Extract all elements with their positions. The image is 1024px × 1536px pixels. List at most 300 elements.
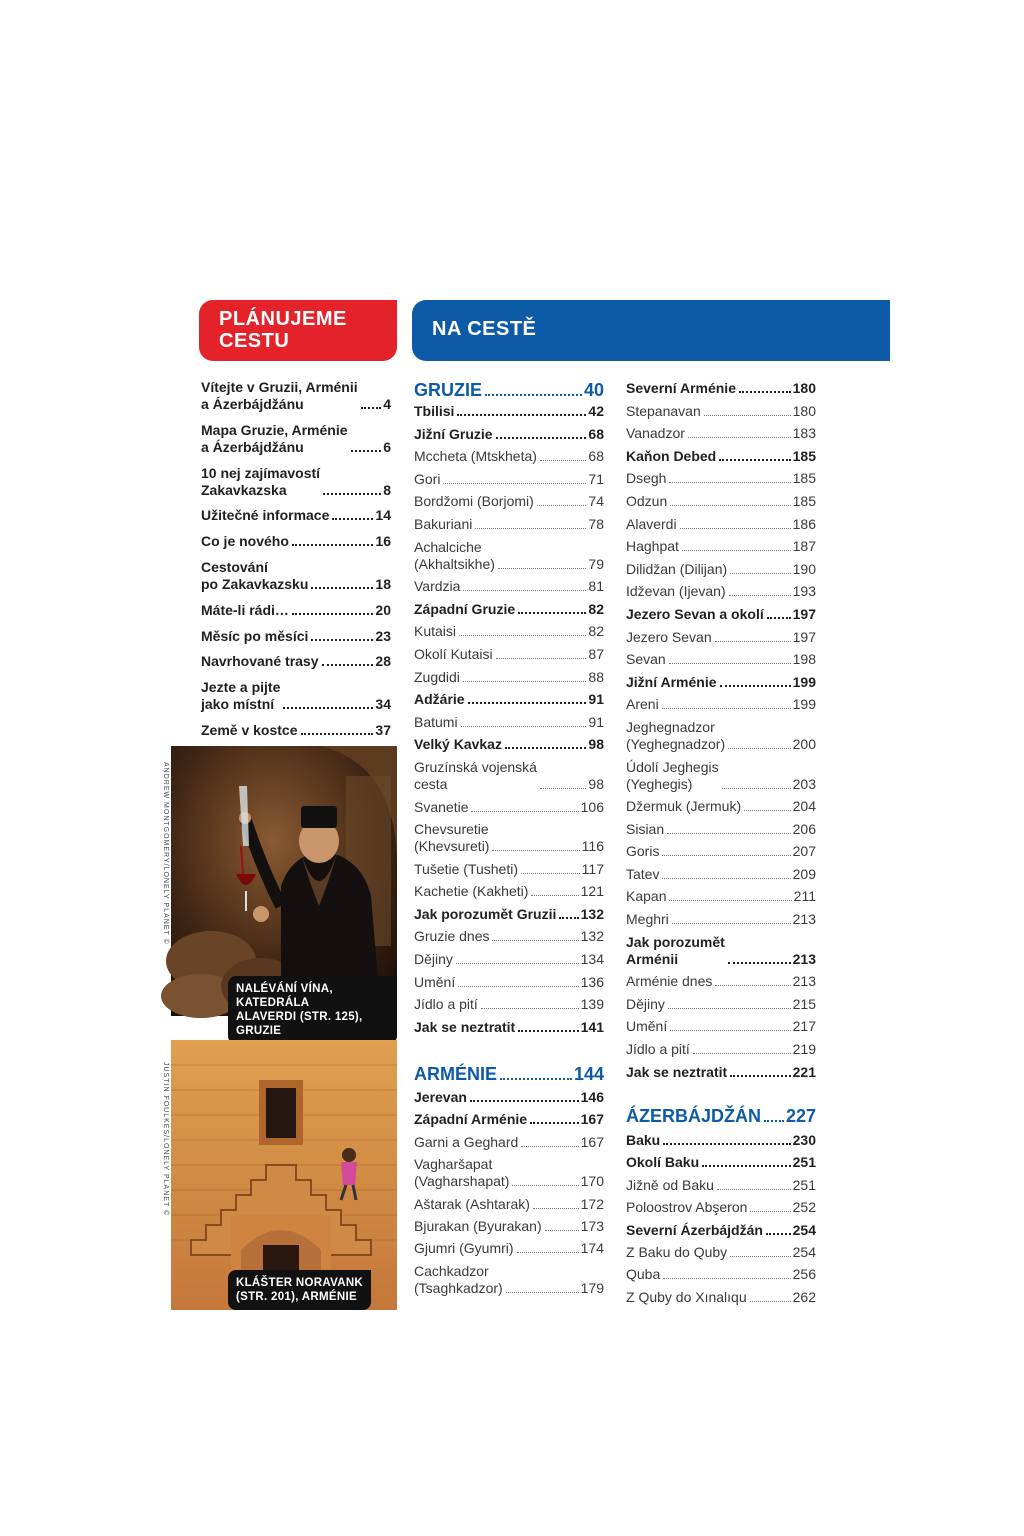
toc-entry-page: 173 [580, 1217, 604, 1234]
toc-entry-page: 82 [588, 623, 604, 640]
dot-leader [496, 658, 587, 659]
dot-leader [463, 590, 586, 591]
dot-leader [512, 1185, 578, 1186]
toc-entry-title: Bordžomi (Borjomi) [414, 493, 534, 510]
toc-entry-title: Aštarak (Ashtarak) [414, 1195, 530, 1212]
toc-entry-title: Jak porozumět Arménii [626, 933, 725, 967]
toc-entry-title: Kapan [626, 888, 667, 905]
toc-entry-title: Jídlo a pití [414, 996, 478, 1013]
toc-entry-page: 106 [580, 798, 604, 815]
toc-entry-page: 217 [792, 1018, 816, 1035]
toc-entry[interactable] [414, 951, 604, 968]
dot-leader [540, 788, 586, 789]
toc-entry-title: Jezte a pijte jako místní [201, 679, 281, 713]
toc-entry[interactable] [414, 799, 604, 816]
toc-entry[interactable] [201, 422, 391, 456]
toc-entry-title: Areni [626, 696, 659, 713]
toc-entry-title: Vardzia [414, 578, 461, 595]
toc-entry-title: Gori [414, 470, 441, 487]
dot-leader [322, 664, 374, 666]
toc-entry-title: Velký Kavkaz [414, 736, 502, 753]
toc-entry-title: Jižní Arménie [626, 673, 717, 690]
toc-entry-page: 28 [375, 653, 391, 670]
dot-leader [537, 505, 587, 506]
toc-entry-title: Jerevan [414, 1089, 467, 1105]
toc-entry[interactable] [626, 1041, 816, 1058]
dot-leader [767, 617, 791, 619]
toc-entry[interactable] [626, 1106, 816, 1126]
toc-entry-page: 167 [580, 1133, 604, 1150]
toc-entry-page: 139 [580, 996, 604, 1013]
toc-entry[interactable] [201, 533, 391, 550]
dot-leader [361, 407, 382, 409]
toc-entry-page: 185 [792, 492, 816, 509]
toc-entry-title: Gjumri (Gyumri) [414, 1240, 514, 1257]
toc-entry[interactable] [414, 1240, 604, 1257]
dot-leader [545, 1230, 579, 1231]
dot-leader [506, 1292, 579, 1293]
toc-entry-title: Achalciche (Akhaltsikhe) [414, 538, 495, 572]
dot-leader [669, 482, 790, 483]
toc-entry[interactable] [414, 578, 604, 595]
toc-entry[interactable] [201, 722, 391, 739]
toc-entry[interactable] [201, 628, 391, 645]
toc-entry-page: 219 [792, 1041, 816, 1058]
toc-entry-page: 117 [581, 860, 604, 877]
toc-entry-title: Užitečné informace [201, 507, 330, 524]
toc-entry-title: Jeghegnadzor (Yeghegnadzor) [626, 718, 726, 752]
dot-leader [750, 1301, 791, 1302]
toc-entry-page: 213 [792, 911, 816, 928]
toc-entry-page: 87 [588, 645, 604, 662]
toc-entry[interactable] [626, 561, 816, 578]
toc-entry-title: Haghpat [626, 538, 679, 555]
toc-entry[interactable] [626, 888, 816, 905]
toc-entry-page: 215 [792, 995, 816, 1012]
toc-entry-page: 74 [588, 493, 604, 510]
toc-entry[interactable] [414, 669, 604, 686]
toc-entry-title: Cachkadzor (Tsaghkadzor) [414, 1262, 503, 1296]
toc-entry[interactable] [626, 719, 816, 753]
toc-entry-page: 42 [588, 403, 604, 419]
toc-entry-page: 179 [580, 1279, 604, 1296]
toc-entry[interactable] [201, 653, 391, 670]
toc-entry-page: 18 [375, 575, 391, 592]
planning-toc [201, 379, 391, 748]
dot-leader [704, 415, 791, 416]
dot-leader [311, 587, 373, 589]
toc-entry-page: 204 [792, 798, 816, 815]
azerbaijan-toc [626, 1106, 816, 1311]
planning-header [199, 300, 397, 361]
toc-entry-page: 174 [580, 1240, 604, 1257]
toc-entry[interactable] [201, 679, 391, 713]
toc-entry-title: Poloostrov Abşeron [626, 1199, 748, 1216]
toc-entry[interactable] [414, 1134, 604, 1151]
toc-entry-page: 81 [588, 578, 604, 595]
dot-leader [517, 1252, 579, 1253]
toc-entry-title: Bakuriani [414, 515, 473, 532]
dot-leader [443, 483, 586, 484]
dot-leader [292, 613, 374, 615]
wine-photo-credit: ANDREW MONTGOMERY/LONELY PLANET © [162, 762, 169, 945]
toc-entry-page: 136 [580, 973, 604, 990]
toc-entry-page: 193 [792, 583, 816, 600]
toc-entry[interactable] [414, 380, 604, 400]
toc-entry-page: 254 [792, 1221, 816, 1238]
toc-entry[interactable] [626, 934, 816, 968]
toc-entry-title: Kachetie (Kakheti) [414, 883, 529, 900]
toc-entry-page: 134 [580, 951, 604, 968]
toc-entry[interactable] [414, 601, 604, 618]
toc-entry[interactable] [626, 1199, 816, 1216]
toc-entry[interactable] [414, 493, 604, 510]
toc-entry[interactable] [414, 623, 604, 640]
dot-leader [715, 985, 790, 986]
toc-entry[interactable] [626, 798, 816, 815]
toc-entry[interactable] [626, 1266, 816, 1283]
toc-entry-page: 68 [588, 425, 604, 442]
toc-entry-page: 251 [792, 1176, 816, 1193]
dot-leader [492, 940, 578, 941]
toc-entry[interactable] [626, 996, 816, 1013]
dot-leader [669, 900, 791, 901]
toc-entry-title: Meghri [626, 911, 669, 928]
toc-entry-title: Navrhované trasy [201, 653, 319, 670]
toc-entry-page: 207 [792, 843, 816, 860]
dot-leader [457, 414, 586, 416]
toc-entry-page: 185 [792, 470, 816, 487]
toc-entry-page: 34 [375, 696, 391, 713]
toc-entry[interactable] [626, 1132, 816, 1149]
toc-entry-title: Zugdidi [414, 668, 460, 685]
toc-entry[interactable] [626, 973, 816, 990]
toc-entry-title: Odzun [626, 492, 668, 509]
toc-entry[interactable] [414, 516, 604, 533]
toc-entry[interactable] [626, 1018, 816, 1035]
toc-entry-page: 183 [792, 425, 816, 442]
toc-entry-title: Jezero Sevan [626, 628, 712, 645]
monastery-photo-caption: KLÁŠTER NORAVANK (STR. 201), ARMÉNIE [228, 1270, 371, 1310]
toc-entry[interactable] [414, 974, 604, 991]
toc-entry-page: 141 [580, 1018, 604, 1035]
toc-entry[interactable] [414, 1196, 604, 1213]
toc-entry-page: 230 [792, 1132, 816, 1148]
dot-leader [521, 873, 580, 874]
toc-entry[interactable] [626, 651, 816, 668]
dot-leader [530, 1122, 579, 1124]
toc-entry-page: 88 [588, 668, 604, 685]
toc-entry[interactable] [626, 470, 816, 487]
toc-entry[interactable] [414, 1064, 604, 1084]
toc-entry[interactable] [414, 471, 604, 488]
toc-entry-page: 98 [588, 775, 604, 792]
toc-entry[interactable] [414, 996, 604, 1013]
toc-entry[interactable] [414, 1089, 604, 1106]
toc-entry[interactable] [414, 646, 604, 663]
toc-entry[interactable] [414, 539, 604, 573]
toc-entry-page: 6 [383, 438, 391, 455]
dot-leader [668, 1008, 791, 1009]
toc-entry-title: GRUZIE [414, 380, 483, 400]
toc-entry-page: 199 [792, 696, 816, 713]
toc-entry-page: 180 [792, 380, 816, 396]
monastery-photo-credit: JUSTIN FOULKES/LONELY PLANET © [162, 1062, 169, 1217]
toc-entry-title: Západní Gruzie [414, 600, 516, 617]
dot-leader [518, 1030, 578, 1032]
toc-entry[interactable] [414, 714, 604, 731]
toc-entry-title: Alaverdi [626, 515, 677, 532]
dot-leader [662, 708, 791, 709]
toc-entry-page: 167 [580, 1111, 604, 1128]
toc-entry-title: Sevan [626, 651, 666, 668]
toc-entry-page: 190 [792, 560, 816, 577]
dot-leader [323, 493, 381, 495]
toc-entry-page: 20 [375, 601, 391, 618]
toc-entry[interactable] [626, 583, 816, 600]
toc-entry-page: 121 [580, 883, 604, 900]
toc-entry[interactable] [201, 602, 391, 619]
toc-entry-page: 209 [792, 865, 816, 882]
toc-entry-page: 206 [792, 820, 816, 837]
toc-entry[interactable] [201, 507, 391, 524]
toc-entry[interactable] [626, 674, 816, 691]
toc-entry-title: Jak se neztratit [626, 1063, 728, 1080]
dot-leader [693, 1053, 791, 1054]
toc-entry-title: Dilidžan (Dilijan) [626, 560, 728, 577]
toc-entry[interactable] [626, 538, 816, 555]
dot-leader [729, 595, 791, 596]
toc-entry[interactable] [414, 448, 604, 465]
dot-leader [459, 635, 586, 636]
toc-entry-title: Okolí Baku [626, 1154, 700, 1171]
dot-leader [492, 850, 579, 851]
toc-entry[interactable] [414, 403, 604, 420]
dot-leader [730, 1075, 790, 1077]
dot-leader [531, 895, 578, 896]
toc-entry-title: Země v kostce [201, 721, 298, 738]
toc-entry-page: 213 [792, 973, 816, 990]
toc-entry[interactable] [414, 426, 604, 443]
toc-entry[interactable] [414, 883, 604, 900]
toc-entry-page: 254 [792, 1243, 816, 1260]
toc-entry-page: 132 [580, 905, 604, 922]
toc-entry-page: 40 [583, 380, 604, 400]
toc-entry-title: Chevsuretie (Khevsureti) [414, 821, 490, 855]
toc-entry-page: 91 [588, 691, 604, 708]
toc-entry[interactable] [414, 906, 604, 923]
toc-entry-title: Tušetie (Tusheti) [414, 860, 518, 877]
toc-entry-page: 186 [792, 515, 816, 532]
toc-entry-page: 144 [573, 1064, 604, 1084]
georgia-toc [414, 380, 604, 1041]
toc-entry-title: Jižní Gruzie [414, 425, 493, 442]
dot-leader [663, 1143, 790, 1145]
toc-entry[interactable] [626, 1154, 816, 1171]
toc-entry-title: Stepanavan [626, 402, 701, 419]
toc-entry-page: 82 [588, 600, 604, 617]
toc-entry-title: ÁZERBÁJDŽÁN [626, 1106, 761, 1126]
toc-entry[interactable] [414, 1218, 604, 1235]
toc-entry[interactable] [626, 821, 816, 838]
dot-leader [533, 1208, 579, 1209]
dot-leader [702, 1165, 791, 1167]
toc-entry[interactable] [626, 1222, 816, 1239]
toc-entry-title: Jídlo a pití [626, 1041, 690, 1058]
dot-leader [351, 450, 382, 452]
toc-entry[interactable] [626, 911, 816, 928]
toc-entry[interactable] [626, 843, 816, 860]
toc-entry[interactable] [626, 380, 816, 397]
dot-leader [498, 568, 587, 569]
toc-entry-title: Severní Ázerbájdžán [626, 1221, 763, 1238]
toc-entry[interactable] [626, 1177, 816, 1194]
toc-entry-title: Sisian [626, 820, 665, 837]
toc-entry[interactable] [414, 821, 604, 855]
toc-entry[interactable] [414, 691, 604, 708]
toc-entry-title: Jezero Sevan a okolí [626, 605, 764, 622]
toc-entry[interactable] [626, 696, 816, 713]
toc-entry-title: Měsíc po měsíci [201, 627, 309, 644]
toc-entry-page: 213 [792, 950, 816, 967]
armenia-toc-continued [626, 380, 816, 1086]
toc-entry-page: 211 [793, 888, 816, 905]
toc-entry[interactable] [414, 1111, 604, 1128]
toc-entry[interactable] [414, 928, 604, 945]
toc-entry-title: Tbilisi [414, 403, 455, 419]
toc-entry-page: 180 [792, 402, 816, 419]
toc-entry-title: Svanetie [414, 798, 469, 815]
dot-leader [540, 460, 586, 461]
toc-entry-title: Baku [626, 1132, 661, 1148]
toc-entry[interactable] [626, 759, 816, 793]
toc-entry[interactable] [414, 736, 604, 753]
toc-entry-page: 262 [792, 1288, 816, 1305]
toc-entry-page: 79 [588, 555, 604, 572]
armenia-toc [414, 1064, 604, 1302]
toc-entry[interactable] [414, 1263, 604, 1297]
dot-leader [750, 1211, 790, 1212]
toc-entry-page: 172 [580, 1195, 604, 1212]
toc-entry-title: Dsegh [626, 470, 667, 487]
toc-entry[interactable] [626, 448, 816, 465]
dot-leader [766, 1233, 791, 1235]
dot-leader [311, 639, 373, 641]
toc-entry[interactable] [626, 1244, 816, 1261]
dot-leader [456, 963, 579, 964]
on-the-road-header-title: NA CESTĚ [432, 318, 537, 340]
dot-leader [728, 962, 791, 964]
toc-entry-page: 146 [580, 1089, 604, 1105]
dot-leader [670, 505, 790, 506]
toc-entry-page: 200 [792, 735, 816, 752]
toc-entry-title: Co je nového [201, 533, 289, 550]
toc-entry[interactable] [201, 379, 391, 413]
toc-entry-page: 4 [383, 396, 391, 412]
dot-leader [730, 1256, 790, 1257]
toc-entry-title: Máte-li rádi… [201, 601, 289, 618]
toc-entry-title: Dějiny [414, 951, 453, 968]
toc-entry-page: 198 [792, 651, 816, 668]
toc-entry-title: Jak porozumět Gruzii [414, 905, 557, 922]
dot-leader [720, 685, 791, 687]
toc-entry-page: 78 [588, 515, 604, 532]
toc-entry-page: 197 [792, 605, 816, 622]
toc-entry[interactable] [414, 861, 604, 878]
dot-leader [722, 788, 791, 789]
toc-entry[interactable] [201, 559, 391, 593]
toc-entry-page: 252 [792, 1199, 816, 1216]
toc-entry-page: 116 [581, 838, 604, 855]
toc-entry-page: 170 [580, 1173, 604, 1190]
toc-entry-page: 37 [375, 721, 391, 738]
dot-leader [468, 702, 587, 704]
toc-entry-page: 132 [580, 928, 604, 945]
toc-entry[interactable] [626, 516, 816, 533]
toc-entry-page: 14 [375, 507, 391, 524]
toc-entry-title: Údolí Jeghegis (Yeghegis) [626, 758, 719, 792]
toc-entry-title: Batumi [414, 713, 458, 730]
noravank-monastery-photo [171, 1040, 397, 1310]
dot-leader [518, 612, 586, 614]
dot-leader [764, 1120, 784, 1122]
toc-entry[interactable] [626, 493, 816, 510]
toc-entry[interactable] [626, 425, 816, 442]
toc-entry-page: 221 [792, 1063, 816, 1080]
dot-leader [475, 528, 586, 529]
toc-entry-page: 227 [785, 1106, 816, 1126]
toc-entry-title: Okolí Kutaisi [414, 645, 493, 662]
dot-leader [667, 833, 791, 834]
wine-pouring-photo [171, 746, 397, 1037]
on-the-road-header [412, 300, 890, 361]
toc-entry[interactable] [201, 465, 391, 499]
toc-entry-page: 197 [792, 628, 816, 645]
dot-leader [680, 528, 791, 529]
toc-entry[interactable] [626, 606, 816, 623]
toc-entry[interactable] [414, 1019, 604, 1036]
toc-entry-title: Vanadzor [626, 425, 685, 442]
toc-entry[interactable] [414, 759, 604, 793]
dot-leader [485, 394, 582, 396]
toc-entry-title: Jižně od Baku [626, 1176, 714, 1193]
toc-entry-page: 203 [792, 775, 816, 792]
toc-entry-title: Adžárie [414, 691, 465, 708]
toc-entry-page: 98 [588, 736, 604, 753]
toc-entry[interactable] [626, 1289, 816, 1306]
toc-entry-page: 8 [383, 481, 391, 498]
toc-entry-title: Vítejte v Gruzii, Arménii a Ázerbájdžánu [201, 379, 358, 412]
dot-leader [728, 748, 791, 749]
dot-leader [505, 747, 586, 749]
toc-entry-title: Z Baku do Quby [626, 1243, 728, 1260]
dot-leader [662, 855, 790, 856]
toc-entry-title: Vagharšapat (Vagharshapat) [414, 1156, 510, 1190]
toc-entry[interactable] [626, 866, 816, 883]
toc-entry[interactable] [626, 403, 816, 420]
toc-entry[interactable] [626, 629, 816, 646]
wine-photo-caption: NALÉVÁNÍ VÍNA, KATEDRÁLA ALAVERDI (STR. 125), GRUZIE [228, 976, 397, 1044]
dot-leader [470, 1100, 579, 1102]
toc-entry[interactable] [414, 1156, 604, 1190]
toc-entry-title: Západní Arménie [414, 1111, 528, 1128]
toc-entry[interactable] [626, 1064, 816, 1081]
toc-entry-page: 185 [792, 447, 816, 464]
dot-leader [730, 573, 791, 574]
dot-leader [471, 811, 578, 812]
toc-entry-title: Bjurakan (Byurakan) [414, 1217, 542, 1234]
toc-entry-title: Kutaisi [414, 623, 457, 640]
